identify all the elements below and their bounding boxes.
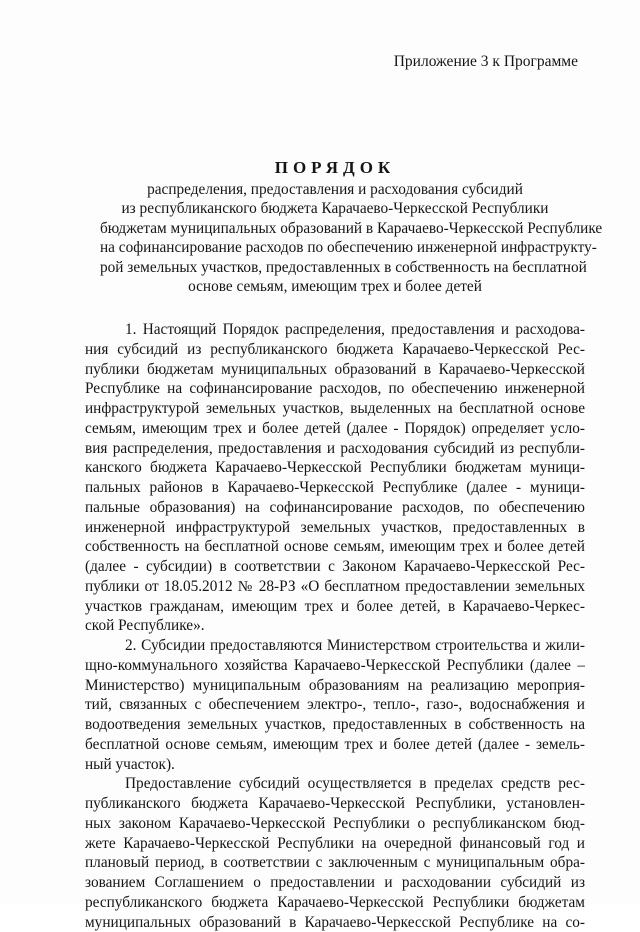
paragraph-3-line: республиканского бюджета Карачаево-Черкесской Республики бюджетам <box>85 893 585 913</box>
paragraph-1-line: участков гражданам, имеющим трех и более детей, в Карачаево-Черкес- <box>85 597 585 617</box>
paragraph-3-line: Предоставление субсидий осуществляется в пределах средств рес- <box>85 774 585 794</box>
paragraph-1-line: семьям, имеющим трех и более детей (далее - Порядок) определяет усло- <box>85 419 585 439</box>
subtitle-line: бюджетам муниципальных образований в Карачаево-Черкесской Республике <box>100 219 570 238</box>
paragraph-2-line: бесплатной основе семьям, имеющим трех и более детей (далее - земель- <box>85 735 585 755</box>
title-block <box>100 158 570 296</box>
paragraph-3-line: публиканского бюджета Карачаево-Черкесской Республики, установлен- <box>85 794 585 814</box>
paragraph-1-line: вия распределения, предоставления и расходования субсидий из республи- <box>85 439 585 459</box>
paragraph-3-line: жете Карачаево-Черкесской Республики на очередной финансовый год и <box>85 834 585 854</box>
subtitle-line: из республиканского бюджета Карачаево-Черкесской Республики <box>100 199 570 218</box>
subtitle-line: на софинансирование расходов по обеспечению инженерной инфраструкту- <box>100 238 570 257</box>
subtitle-line: распределения, предоставления и расходования субсидий <box>100 180 570 199</box>
paragraph-1-line: публики бюджетам муниципальных образований в Карачаево-Черкесской <box>85 360 585 380</box>
paragraph-2-line: тий, связанных с обеспечением электро-, тепло-, газо-, водоснабжения и <box>85 695 585 715</box>
paragraph-1-line: пальные образования) на софинансирование расходов, по обеспечению <box>85 498 585 518</box>
paragraph-3-line: зованием Соглашением о предоставлении и расходовании субсидий из <box>85 873 585 893</box>
appendix-label: Приложение 3 к Программе <box>394 52 578 72</box>
paragraph-2-line: 2. Субсидии предоставляются Министерством строительства и жили- <box>85 636 585 656</box>
paragraph-1-line: (далее - субсидии) в соответствии с Законом Карачаево-Черкесской Рес- <box>85 557 585 577</box>
subtitle-line: рой земельных участков, предоставленных в собственность на бесплатной <box>100 258 570 277</box>
paragraph-3-line: плановый период, в соответствии с заключенным с муниципальным обра- <box>85 853 585 873</box>
paragraph-1-line: ской Республике». <box>85 616 585 636</box>
paragraph-3-line: муниципальных образований в Карачаево-Черкесской Республике на со- <box>85 913 585 932</box>
paragraph-1-line: инженерной инфраструктурой земельных участков, предоставленных в <box>85 518 585 538</box>
paragraph-2-line: ный участок). <box>85 755 585 775</box>
paragraph-2-line: водоотведения земельных участков, предоставленных в собственность на <box>85 715 585 735</box>
paragraph-1-line: канского бюджета Карачаево-Черкесской Республики бюджетам муници- <box>85 458 585 478</box>
paragraph-2-line: Министерство) муниципальным образованиям на реализацию мероприя- <box>85 676 585 696</box>
document-title: ПОРЯДОК <box>100 158 570 178</box>
paragraph-1-line: пальных районов в Карачаево-Черкесской Республике (далее - муници- <box>85 478 585 498</box>
subtitle-line: основе семьям, имеющим трех и более детей <box>100 277 570 296</box>
paragraph-1-line: ния субсидий из республиканского бюджета Карачаево-Черкесской Рес- <box>85 340 585 360</box>
document-body <box>85 320 585 932</box>
paragraph-1-line: инфраструктурой земельных участков, выделенных на бесплатной основе <box>85 399 585 419</box>
paragraph-1-line: Республике на софинансирование расходов, по обеспечению инженерной <box>85 379 585 399</box>
paragraph-3-line: ных законом Карачаево-Черкесской Республики о республиканском бюд- <box>85 814 585 834</box>
paragraph-1-line: публики от 18.05.2012 № 28-РЗ «О бесплатном предоставлении земельных <box>85 577 585 597</box>
paragraph-1-line: 1. Настоящий Порядок распределения, предоставления и расходова- <box>85 320 585 340</box>
paragraph-1-line: собственность на бесплатной основе семьям, имеющим трех и более детей <box>85 537 585 557</box>
paragraph-2-line: щно-коммунального хозяйства Карачаево-Черкесской Республики (далее – <box>85 656 585 676</box>
